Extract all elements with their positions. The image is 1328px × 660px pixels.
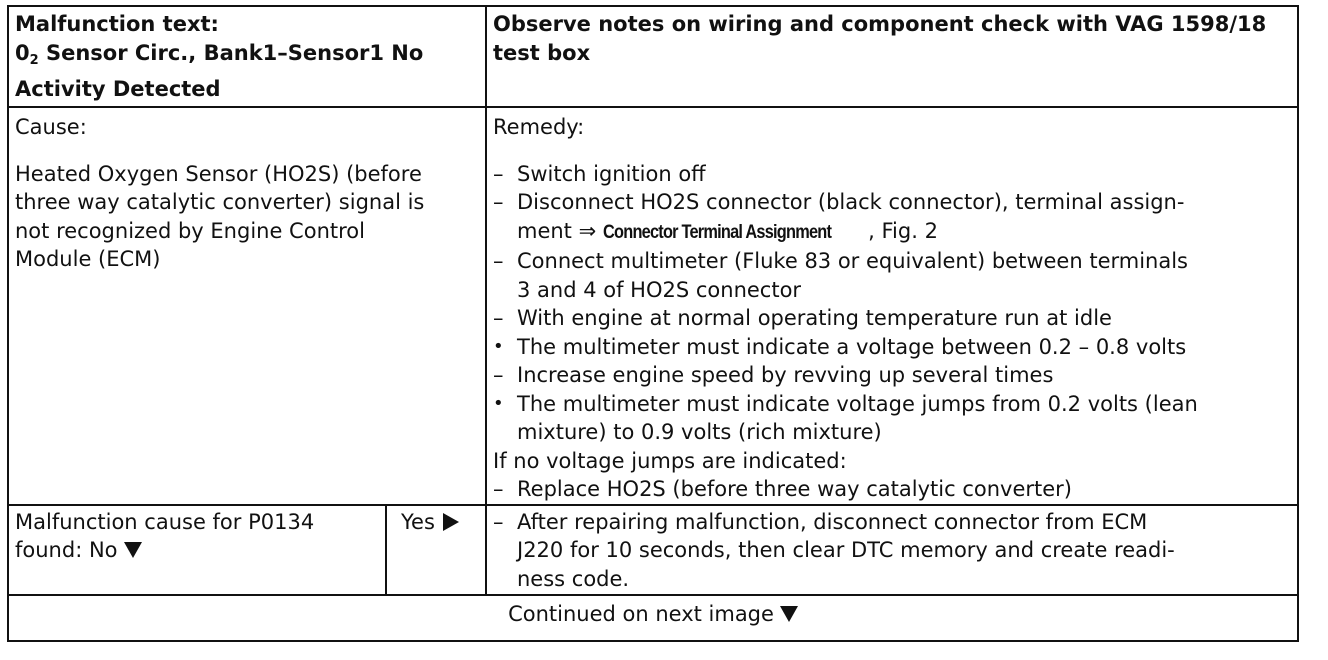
- decision-question-cell: [8, 505, 386, 595]
- dash-marker: –: [493, 477, 504, 501]
- dash-marker: –: [493, 509, 504, 534]
- notes-cell: [486, 6, 1298, 107]
- bullet-marker: •: [493, 392, 504, 414]
- remedy-condition: If no voltage jumps are indicated:: [493, 448, 847, 473]
- dash-marker: –: [493, 363, 504, 387]
- action-step: – After repairing malfunction, disconnect connector from ECM J220 for 10 seconds, then clear DTC memory and create readi- ness code.: [493, 508, 1291, 594]
- malfunction-text-label: Malfunction text:: [15, 12, 219, 36]
- connector-terminal-assignment-link[interactable]: Connector Terminal Assignment: [602, 221, 832, 243]
- notes-line-2: test box: [493, 40, 591, 65]
- remedy-step: – Connect multimeter (Fluke 83 or equivalent) between terminals 3 and 4 of HO2S connector: [493, 247, 1291, 304]
- arrow-down-icon: [780, 606, 798, 622]
- decision-no: found: No: [15, 538, 118, 562]
- decision-row: [8, 505, 1298, 595]
- cause-label: Cause:: [15, 115, 87, 139]
- dash-marker: –: [493, 190, 504, 214]
- malfunction-text-title-cont: Activity Detected: [15, 77, 221, 101]
- remedy-step: – Switch ignition off: [493, 160, 1291, 189]
- dash-marker: –: [493, 161, 504, 186]
- dash-marker: –: [493, 249, 504, 273]
- header-row: [8, 6, 1298, 107]
- decision-question: Malfunction cause for P0134: [15, 509, 315, 534]
- cause-line: Module (ECM): [15, 247, 161, 271]
- arrow-right-icon: [443, 513, 459, 531]
- remedy-check: • The multimeter must indicate voltage jumps from 0.2 volts (lean mixture) to 0.9 volts (rich mixture): [493, 390, 1291, 447]
- remedy-step: – Disconnect HO2S connector (black connector), terminal assign- ment ⇒ Connector Terminal Assignment , Fig. 2: [493, 188, 1291, 247]
- cause-line: three way catalytic converter) signal is: [15, 190, 425, 214]
- remedy-step: – Replace HO2S (before three way catalytic converter): [493, 475, 1291, 504]
- decision-yes-cell: [386, 505, 486, 595]
- continued-text: Continued on next image: [508, 601, 774, 626]
- remedy-step: – With engine at normal operating temperature run at idle: [493, 304, 1291, 333]
- malfunction-text-cell: [8, 6, 486, 107]
- dash-marker: –: [493, 306, 504, 330]
- footer-row: [8, 595, 1298, 641]
- remedy-step: – Increase engine speed by revving up several times: [493, 361, 1291, 390]
- decision-action-cell: [486, 505, 1298, 595]
- remedy-label: Remedy:: [493, 115, 585, 139]
- decision-yes: Yes: [401, 509, 435, 534]
- cause-line: Heated Oxygen Sensor (HO2S) (before: [15, 161, 422, 186]
- diagnostic-table: [7, 5, 1299, 642]
- document-page: [7, 5, 1297, 653]
- bullet-marker: •: [493, 335, 504, 357]
- remedy-cell: [486, 107, 1298, 505]
- notes-line-1: Observe notes on wiring and component check with VAG 1598/18: [493, 12, 1267, 36]
- remedy-check: • The multimeter must indicate a voltage between 0.2 – 0.8 volts: [493, 333, 1291, 362]
- cause-cell: [8, 107, 486, 505]
- cause-line: not recognized by Engine Control: [15, 218, 365, 243]
- arrow-down-icon: [124, 542, 142, 558]
- cause-remedy-row: [8, 107, 1298, 505]
- malfunction-text-title: $0_2$ Sensor Circ., Bank1–Sensor1 No: [15, 40, 424, 68]
- continued-cell: [8, 595, 1298, 641]
